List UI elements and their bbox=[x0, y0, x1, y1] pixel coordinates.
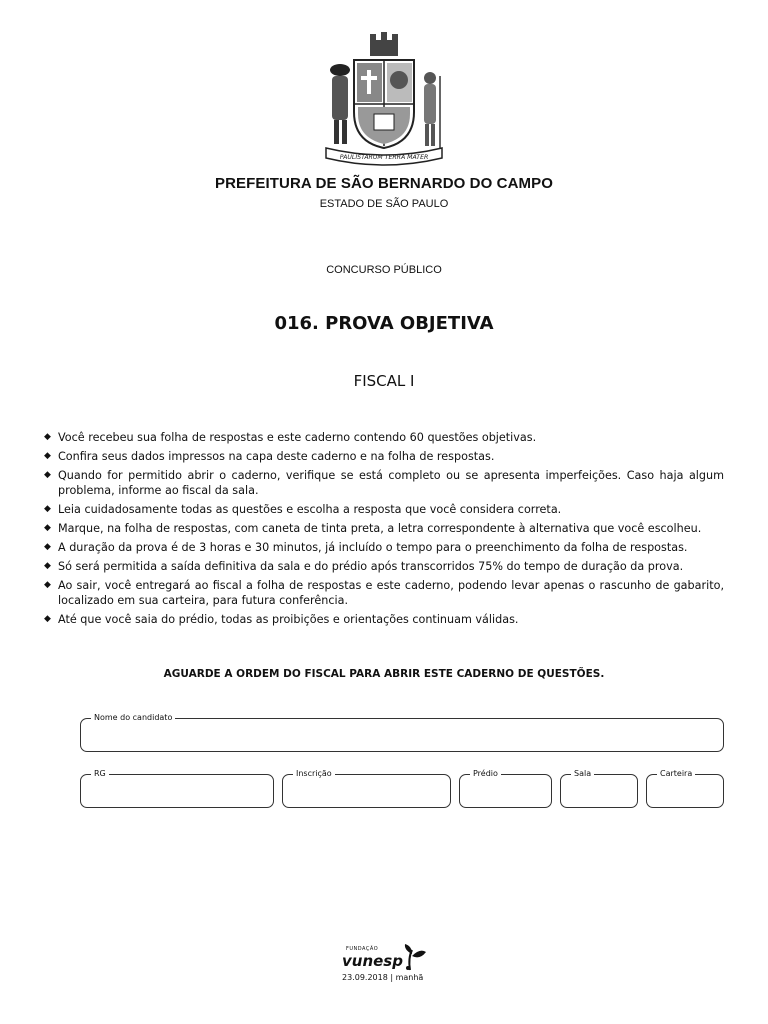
instruction-item: ◆ Até que você saia do prédio, todas as proibições e orientações continuam válidas. bbox=[44, 613, 519, 626]
diamond-bullet-icon: ◆ bbox=[44, 580, 51, 590]
vunesp-leaf-icon bbox=[402, 944, 428, 972]
foundation-label: FUNDAÇÃO bbox=[346, 946, 379, 952]
instruction-item: ◆ Leia cuidadosamente todas as questões e escolha a resposta que você considera correta. bbox=[44, 503, 562, 516]
candidate-name-label: Nome do candidato bbox=[91, 712, 175, 723]
instruction-item: ◆ Confira seus dados impressos na capa deste caderno e na folha de respostas. bbox=[44, 450, 495, 463]
diamond-bullet-icon: ◆ bbox=[44, 542, 51, 552]
diamond-bullet-icon: ◆ bbox=[44, 504, 51, 514]
predio-field[interactable] bbox=[459, 769, 552, 808]
contest-type: CONCURSO PÚBLICO bbox=[326, 264, 442, 276]
exam-date-period: 23.09.2018 | manhã bbox=[342, 973, 424, 982]
diamond-bullet-icon: ◆ bbox=[44, 470, 51, 480]
vunesp-footer bbox=[330, 944, 440, 988]
carteira-label: Carteira bbox=[657, 768, 695, 779]
diamond-bullet-icon: ◆ bbox=[44, 561, 51, 571]
sala-field[interactable] bbox=[560, 769, 638, 808]
instruction-item: ◆ Quando for permitido abrir o caderno, verifique se está completo ou se apresenta imperfeições. Caso haja algum problema, informe ao fiscal da sala. bbox=[44, 469, 724, 497]
role-title: FISCAL I bbox=[353, 372, 415, 390]
rg-field[interactable] bbox=[80, 769, 274, 808]
candidate-name-field[interactable] bbox=[80, 713, 724, 752]
state-name: ESTADO DE SÃO PAULO bbox=[319, 198, 449, 210]
instruction-item: ◆ Você recebeu sua folha de respostas e este caderno contendo 60 questões objetivas. bbox=[44, 431, 537, 444]
crest-motto: PAULISTARUM TERRA MATER bbox=[339, 154, 429, 161]
organization-title: PREFEITURA DE SÃO BERNARDO DO CAMPO bbox=[215, 175, 553, 192]
inscricao-label: Inscrição bbox=[293, 768, 335, 779]
instruction-item: ◆ Marque, na folha de respostas, com caneta de tinta preta, a letra correspondente à alternativa que você escolheu. bbox=[44, 522, 702, 535]
wait-notice: AGUARDE A ORDEM DO FISCAL PARA ABRIR ESTE CADERNO DE QUESTÕES. bbox=[163, 668, 605, 680]
rg-label: RG bbox=[91, 768, 109, 779]
instruction-item: ◆ Ao sair, você entregará ao fiscal a folha de respostas e este caderno, podendo levar apenas o rascunho de gabarito, localizado em sua carteira, para futura conferência. bbox=[44, 579, 724, 607]
diamond-bullet-icon: ◆ bbox=[44, 451, 51, 461]
sala-label: Sala bbox=[571, 768, 594, 779]
instruction-item: ◆ A duração da prova é de 3 horas e 30 minutos, já incluído o tempo para o preenchimento da folha de respostas. bbox=[44, 541, 688, 554]
diamond-bullet-icon: ◆ bbox=[44, 432, 51, 442]
carteira-field[interactable] bbox=[646, 769, 724, 808]
exam-title: 016. PROVA OBJETIVA bbox=[274, 313, 494, 334]
diamond-bullet-icon: ◆ bbox=[44, 523, 51, 533]
coat-of-arms-emblem bbox=[318, 30, 450, 166]
instruction-item: ◆ Só será permitida a saída definitiva da sala e do prédio após transcorridos 75% do tempo de duração da prova. bbox=[44, 560, 684, 573]
inscricao-field[interactable] bbox=[282, 769, 451, 808]
diamond-bullet-icon: ◆ bbox=[44, 614, 51, 624]
predio-label: Prédio bbox=[470, 768, 501, 779]
instructions-list bbox=[44, 430, 724, 631]
vunesp-brand: vunesp bbox=[342, 952, 403, 970]
